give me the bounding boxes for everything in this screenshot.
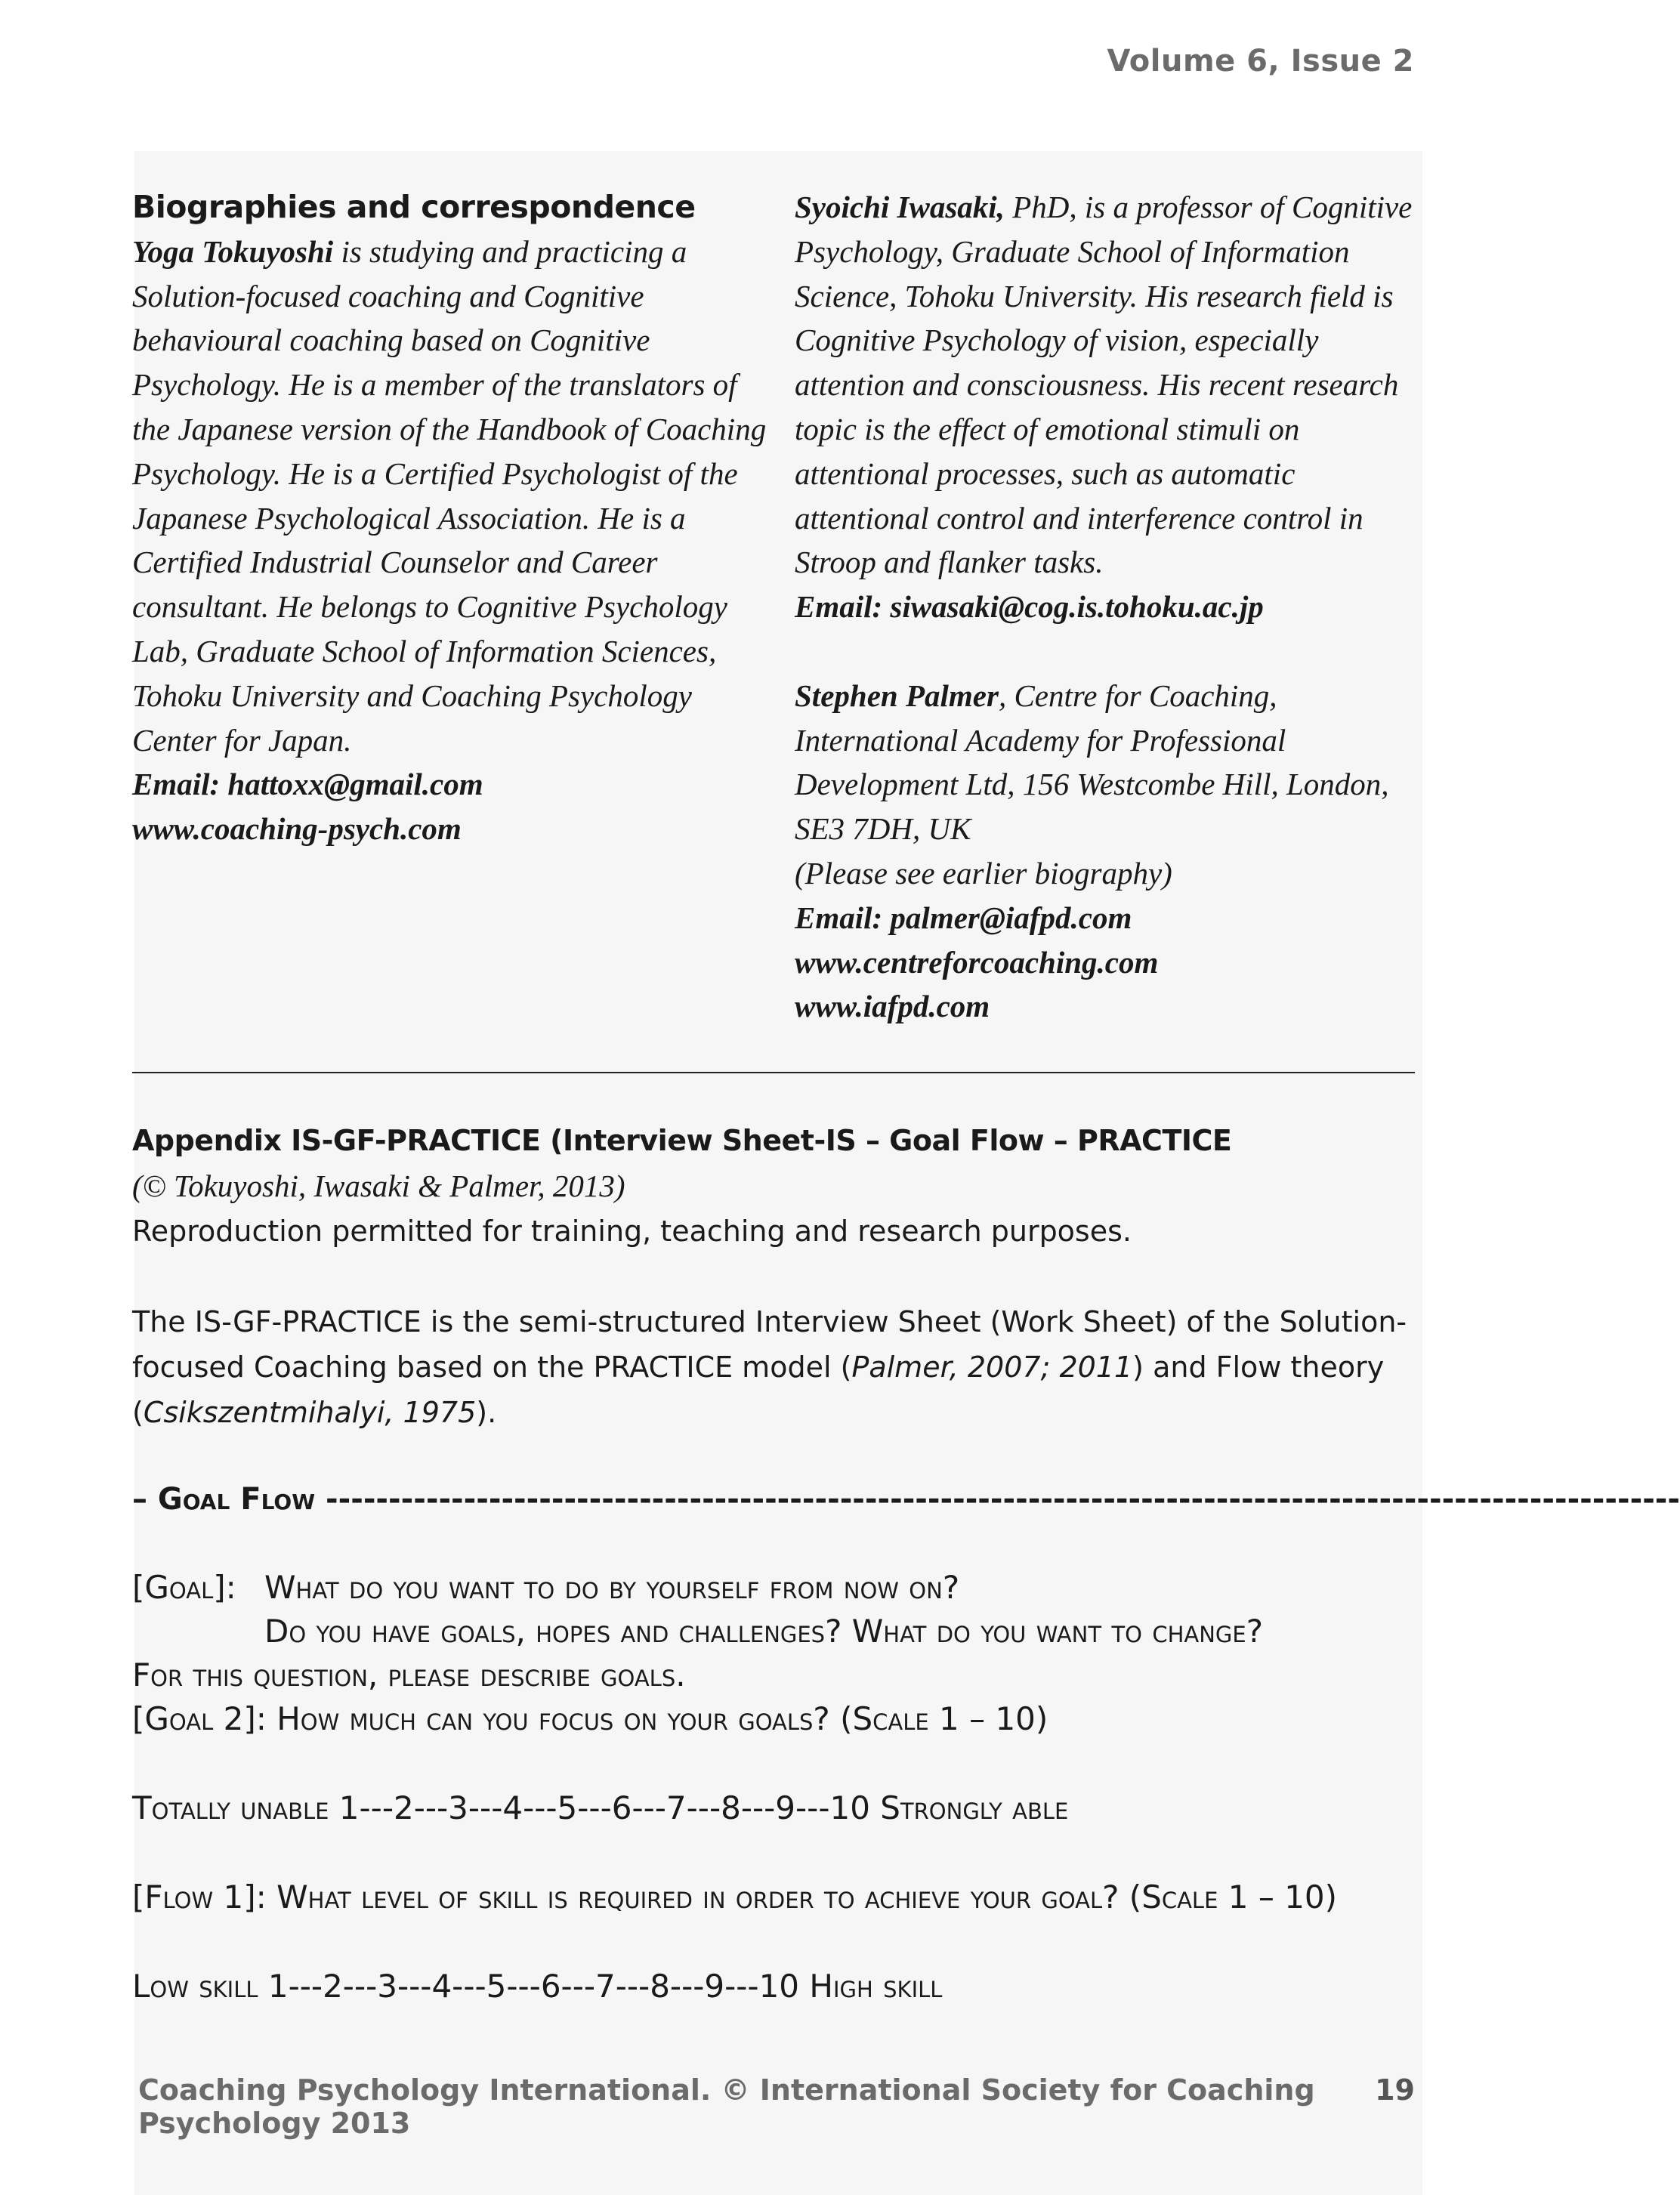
author-name: Stephen Palmer	[795, 678, 999, 713]
citation: Csikszentmihalyi, 1975	[143, 1396, 477, 1429]
goal-question-2: Do you have goals, hopes and challenges? What do you want to change?	[264, 1613, 1264, 1650]
appendix-title: Appendix IS-GF-PRACTICE (Interview Sheet-IS – Goal Flow – PRACTICE	[132, 1124, 1232, 1157]
goal-question-row-2	[132, 1610, 1424, 1653]
author-name: Syoichi Iwasaki,	[795, 190, 1005, 224]
footer-copyright: Coaching Psychology International. © International Society for Coaching Psychology 2013	[138, 2073, 1315, 2140]
author-name: Yoga Tokuyoshi	[132, 233, 334, 269]
flow1-scale: Low skill 1---2---3---4---5---6---7---8---9---10 High skill	[132, 1968, 943, 2005]
bio-text: , Centre for Coaching, International Academy for Professional Development Ltd, 156 Westcombe Hill, London, SE3 7DH, UK	[795, 678, 1389, 847]
goal-instruction: For this question, please describe goals.	[132, 1656, 686, 1693]
section-divider	[132, 1072, 1415, 1073]
bio-iwasaki	[795, 185, 1429, 585]
page-number: 19	[1375, 2073, 1415, 2107]
spacer	[132, 1741, 1424, 1786]
spacer	[132, 1830, 1424, 1875]
bio-right-column	[795, 185, 1429, 1029]
appendix-copyright: (© Tokuyoshi, Iwasaki & Palmer, 2013)	[132, 1169, 625, 1203]
goal2-question: [Goal 2]: How much can you focus on your goals? (Scale 1 – 10)	[132, 1700, 1048, 1737]
footer	[138, 2073, 1422, 2140]
section-title: Biographies and correspondence	[132, 189, 696, 225]
description-text: The IS-GF-PRACTICE is the semi-structured Interview Sheet (Work Sheet) of the Solution-focused Coaching based on the PRACTICE model (	[132, 1305, 1407, 1384]
email-link[interactable]: Email: hattoxx@gmail.com	[132, 767, 483, 802]
goal-question	[132, 1566, 1424, 1610]
bio-left-column	[132, 185, 767, 851]
bio-text: PhD, is a professor of Cognitive Psychology, Graduate School of Information Science, Tohoku University. His research field is Cognitive Psychology of vision, especially attention and consciousness. His recent research topic is the effect of emotional stimuli on attentional processes, such as automatic attentional control and interference control in Stroop and flanker tasks.	[795, 190, 1413, 580]
bio-tokuyoshi	[132, 230, 767, 763]
goal-label: [Goal]:	[132, 1569, 236, 1606]
appendix	[132, 1118, 1680, 2008]
bio-note: (Please see earlier biography)	[795, 855, 1172, 891]
bio-palmer	[795, 674, 1429, 851]
email-link[interactable]: Email: siwasaki@cog.is.tohoku.ac.jp	[795, 589, 1264, 625]
goal-question-1: What do you want to do by yourself from now on?	[264, 1569, 960, 1606]
goal-flow-heading: – Goal Flow ------------------------------------------------------------------------------------------------------------	[132, 1482, 1680, 1517]
running-head: Volume 6, Issue 2	[1107, 44, 1414, 79]
flow1-question: [Flow 1]: What level of skill is required in order to achieve your goal? (Scale 1 – 10)	[132, 1879, 1338, 1916]
description-text: ).	[476, 1396, 497, 1429]
spacer	[132, 1919, 1424, 1965]
email-link[interactable]: Email: palmer@iafpd.com	[795, 900, 1132, 935]
appendix-permission: Reproduction permitted for training, teaching and research purposes.	[132, 1215, 1132, 1248]
appendix-description	[132, 1299, 1424, 1435]
citation: Palmer, 2007; 2011	[851, 1351, 1133, 1384]
web-link[interactable]: www.iafpd.com	[795, 989, 990, 1024]
goal2-scale: Totally unable 1---2---3---4---5---6---7---8---9---10 Strongly able	[132, 1789, 1069, 1826]
bio-text: is studying and practicing a Solution-focused coaching and Cognitive behavioural coaching based on Cognitive Psychology. He is a member of the translators of the Japanese version of the Handbook of Coaching Psychology. He is a Certified Psychologist of the Japanese Psychological Association. He is a Certified Industrial Counselor and Career consultant. He belongs to Cognitive Psychology Lab, Graduate School of Information Sciences, Tohoku University and Coaching Psychology Center for Japan.	[132, 233, 767, 758]
description-text: ) and Flow theory (	[132, 1351, 1385, 1429]
web-link[interactable]: www.coaching-psych.com	[132, 811, 462, 847]
spacer	[795, 629, 1429, 674]
web-link[interactable]: www.centreforcoaching.com	[795, 944, 1159, 980]
